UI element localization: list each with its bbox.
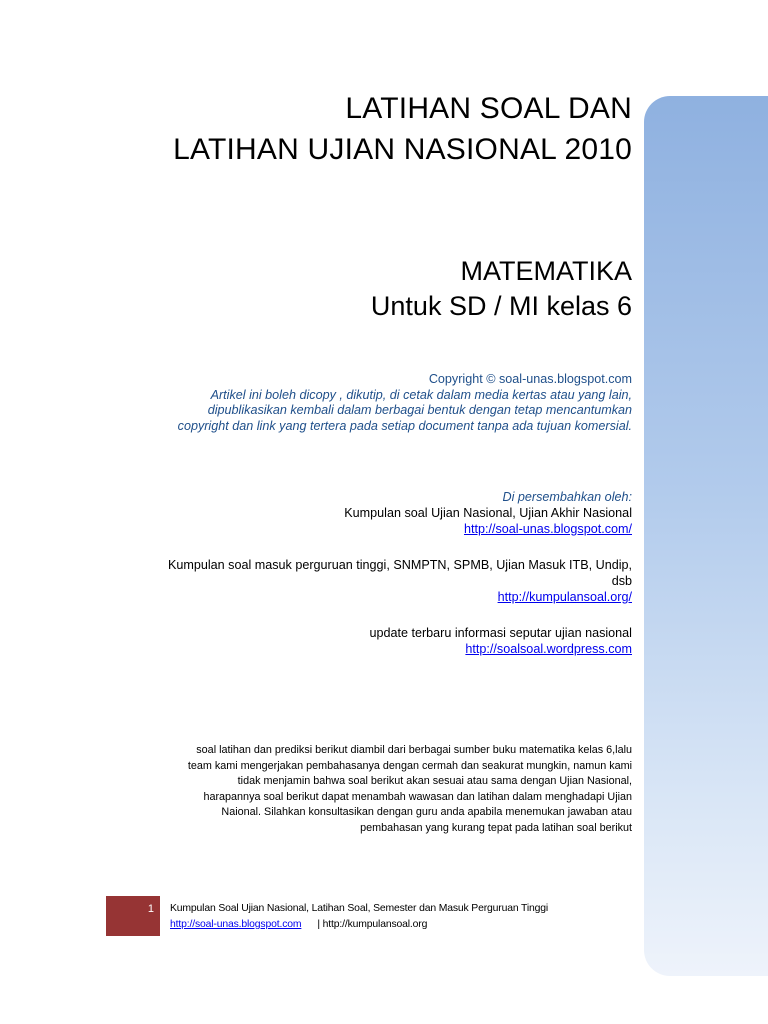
disclaimer-line: pembahasan yang kurang tepat pada latihan soal berikut [360, 821, 632, 834]
subject-heading [371, 254, 632, 324]
copyright-notice [178, 372, 632, 434]
source-2-link[interactable]: http://kumpulansoal.org/ [497, 590, 632, 604]
source-3-link[interactable]: http://soalsoal.wordpress.com [465, 642, 632, 656]
decorative-side-band [644, 96, 768, 976]
title-line-1: LATIHAN SOAL DAN [345, 92, 632, 125]
disclaimer-paragraph [112, 743, 632, 836]
page-footer [170, 901, 548, 932]
source-2-text: Kumpulan soal masuk perguruan tinggi, SNMPTN, SPMB, Ujian Masuk ITB, Undip, [167, 558, 632, 572]
source-1-link[interactable]: http://soal-unas.blogspot.com/ [463, 522, 632, 536]
copyright-line: Copyright © soal-unas.blogspot.com [428, 372, 632, 386]
disclaimer-line: Naional. Silahkan konsultasikan dengan guru anda apabila menemukan jawaban atau [221, 806, 632, 818]
disclaimer-line: team kami mengerjakan pembahasanya dengan cermah dan seakurat mungkin, namun kami [187, 759, 632, 772]
page-number: 1 [106, 896, 160, 936]
document-title [173, 88, 632, 170]
copyright-text-3: copyright dan link yang tertera pada setiap document tanpa ada tujuan komersial. [177, 418, 632, 433]
presented-by-label: Di persembahkan oleh: [502, 490, 632, 504]
footer-caption: Kumpulan Soal Ujian Nasional, Latihan Soal, Semester dan Masuk Perguruan Tinggi [170, 903, 549, 914]
source-1-text: Kumpulan soal Ujian Nasional, Ujian Akhir Nasional [344, 506, 632, 520]
disclaimer-line: harapannya soal berikut dapat menambah wawasan dan latihan dalam menghadapi Ujian [203, 790, 632, 803]
title-line-2: LATIHAN UJIAN NASIONAL 2010 [173, 133, 632, 166]
presented-by-section [72, 489, 632, 657]
copyright-text-2: dipublikasikan kembali dalam berbagai bentuk dengan tetap mencantumkan [207, 403, 632, 418]
disclaimer-line: tidak menjamin bahwa soal berikut akan sesuai atau sama dengan Ujian Nasional, [237, 775, 632, 787]
copyright-text-1: Artikel ini boleh dicopy , dikutip, di cetak dalam media kertas atau yang lain, [210, 387, 632, 402]
footer-separator-text: | http://kumpulansoal.org [317, 918, 428, 930]
source-3-text: update terbaru informasi seputar ujian nasional [369, 626, 632, 640]
subject-line-2: Untuk SD / MI kelas 6 [370, 291, 632, 321]
disclaimer-line: soal latihan dan prediksi berikut diambil dari berbagai sumber buku matematika kelas 6,lalu [196, 744, 632, 756]
source-2-text-cont: dsb [611, 574, 632, 588]
subject-line-1: MATEMATIKA [460, 256, 632, 286]
footer-link[interactable]: http://soal-unas.blogspot.com [170, 918, 302, 930]
